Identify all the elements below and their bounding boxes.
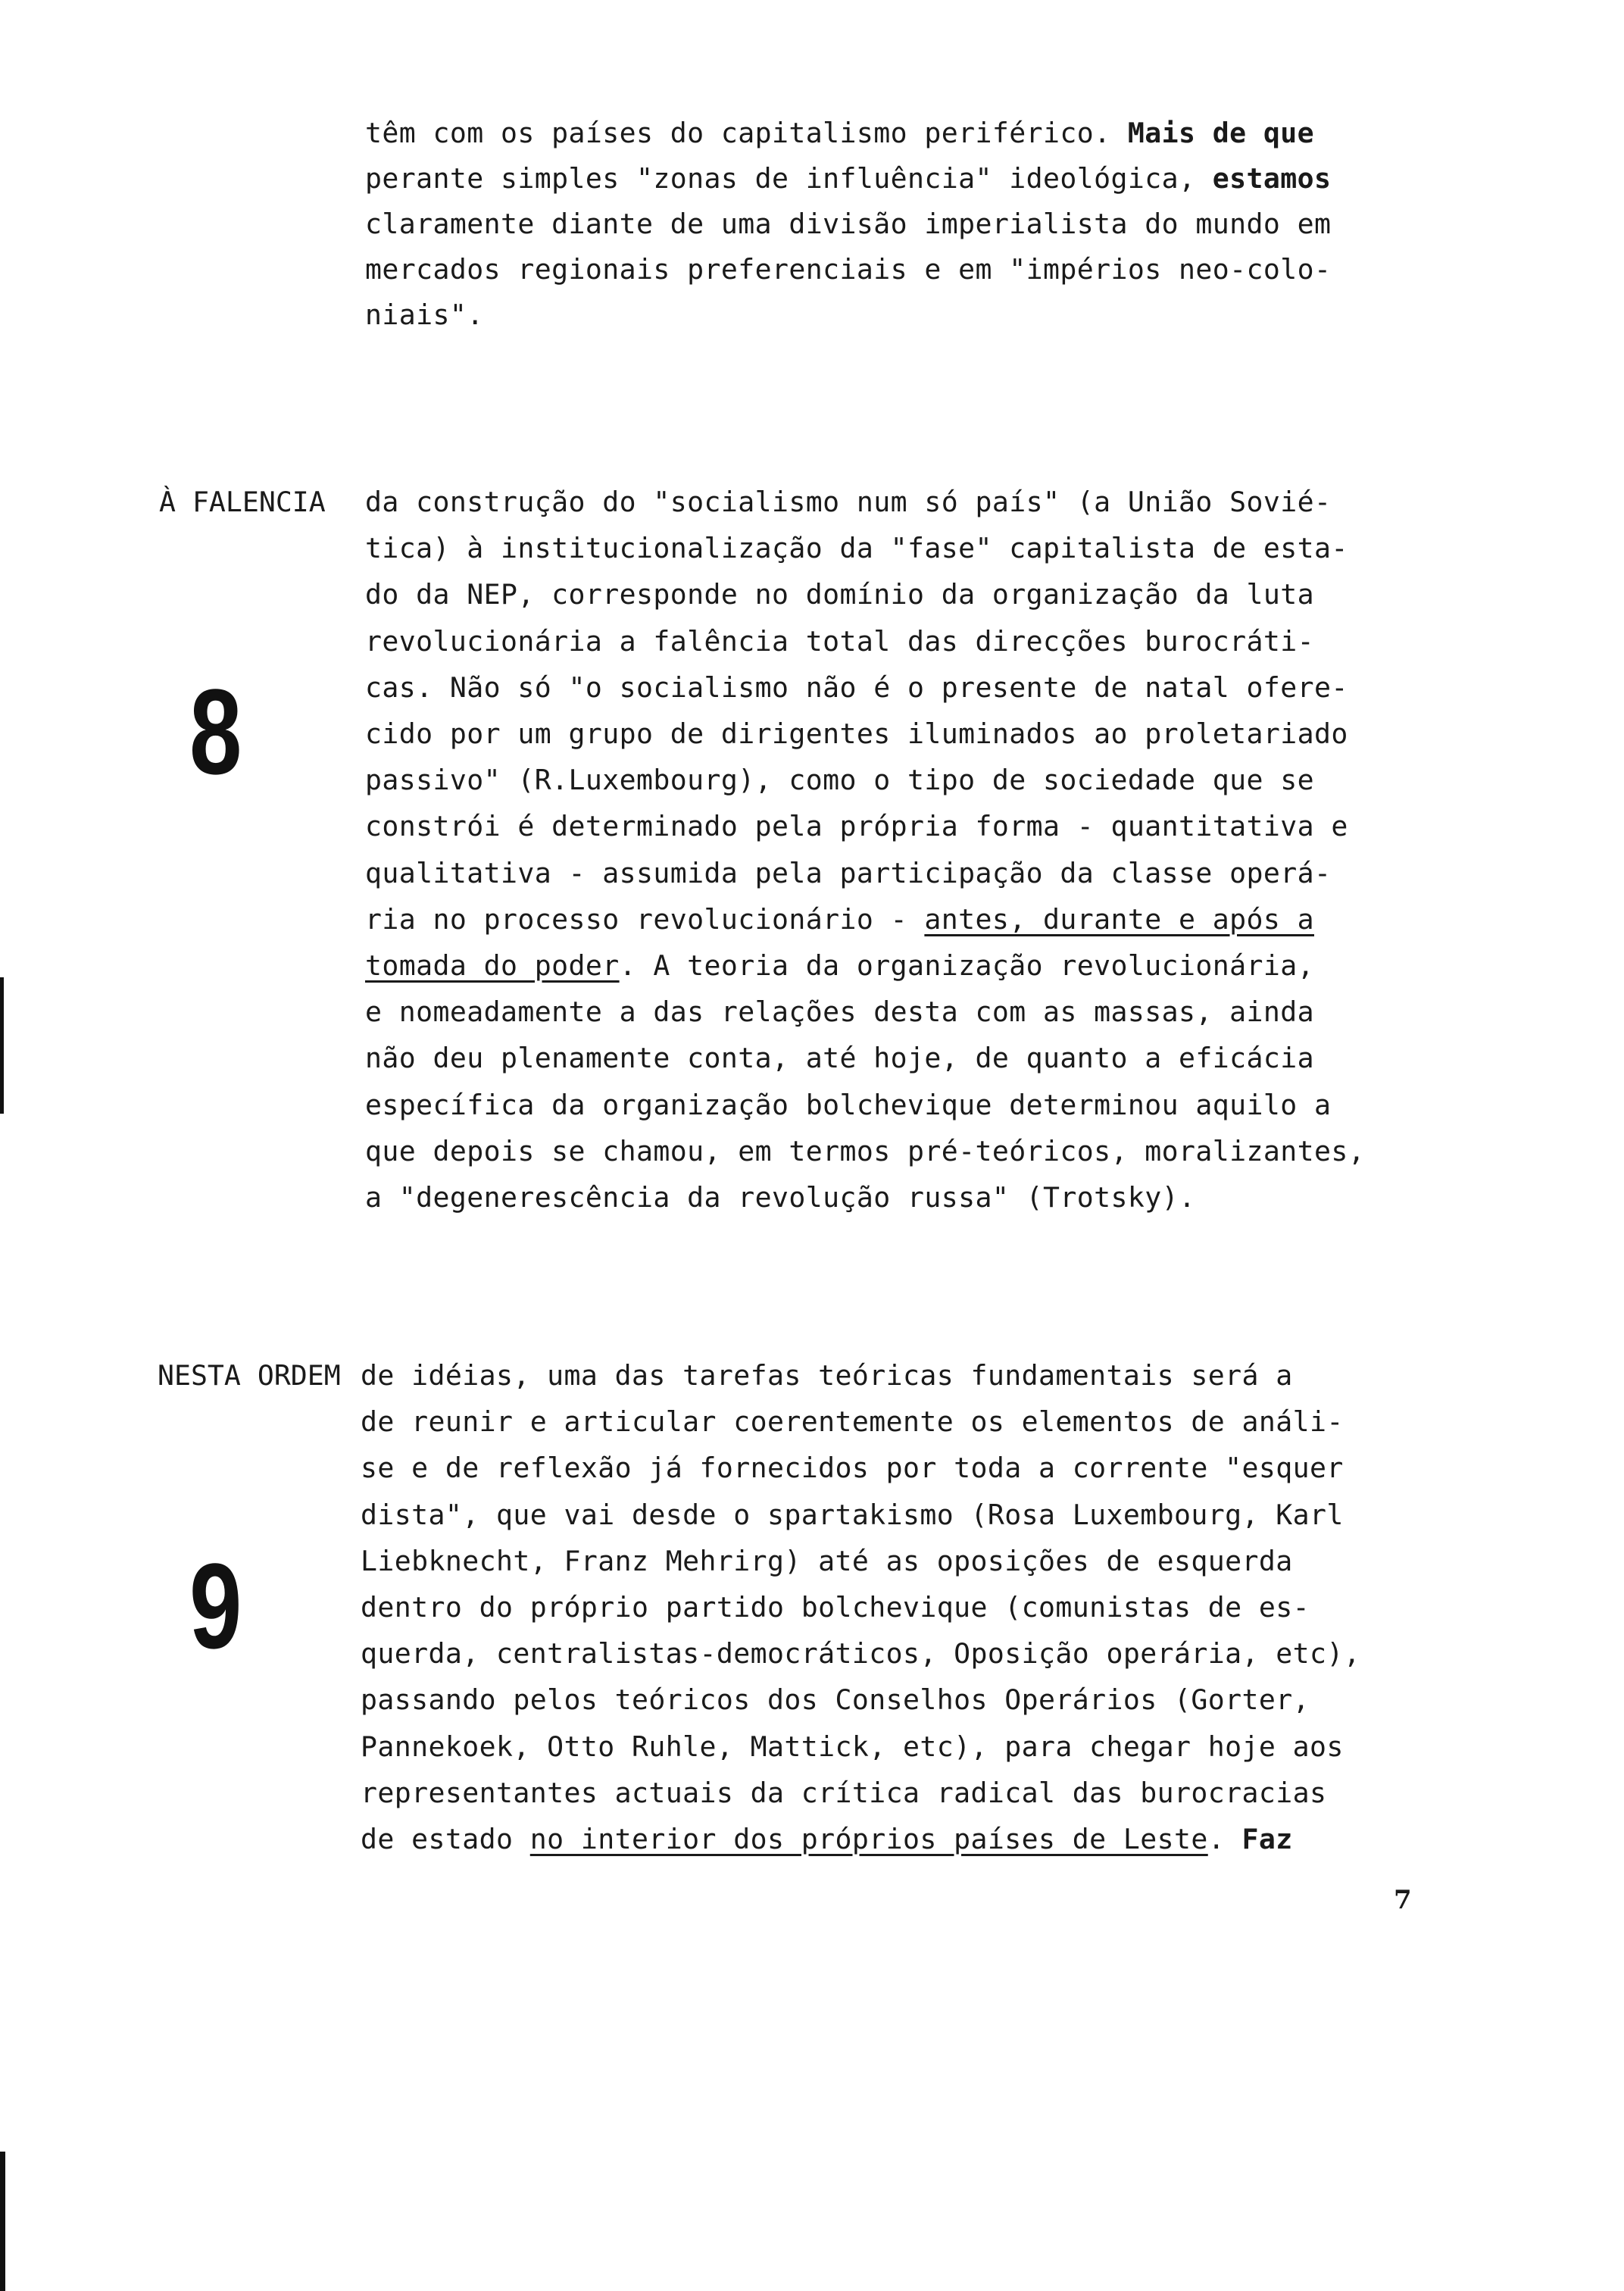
bold-text: Mais de que <box>1127 117 1314 149</box>
section-8-label: À FALENCIA <box>159 486 326 518</box>
text-line <box>365 1083 1331 1128</box>
text-segment: do da NEP, corresponde no domínio da organização da luta <box>365 578 1314 611</box>
text-segment: Liebknecht, Franz Mehrirg) até as oposições de esquerda <box>361 1544 1293 1577</box>
text-line <box>365 665 1348 711</box>
text-line <box>365 156 1331 202</box>
text-line <box>365 1036 1314 1081</box>
text-segment: . <box>1207 1823 1242 1855</box>
text-line <box>365 111 1314 156</box>
text-segment: dentro do próprio partido bolchevique (comunistas de es- <box>361 1591 1310 1624</box>
text-segment: passando pelos teóricos dos Conselhos Operários (Gorter, <box>361 1683 1310 1717</box>
text-segment: que depois se chamou, em termos pré-teóricos, moralizantes, <box>365 1134 1366 1167</box>
text-segment: mercados regionais preferenciais e em "impérios neo-colo- <box>365 253 1332 286</box>
text-segment: perante simples "zonas de influência" ideológica, <box>365 162 1213 195</box>
text-segment: e nomeadamente a das relações desta com as massas, ainda <box>365 995 1314 1029</box>
text-segment: querda, centralistas-democráticos, Oposição operária, etc), <box>361 1637 1361 1671</box>
text-segment: niais". <box>365 298 484 331</box>
section-9-label: NESTA ORDEM <box>158 1359 341 1392</box>
text-segment: da construção do "socialismo num só país" (a União Sovié- <box>365 486 1332 518</box>
bold-text: Faz <box>1241 1823 1293 1855</box>
text-segment: revolucionária a falência total das direcções burocráti- <box>365 624 1314 658</box>
text-line <box>365 989 1314 1035</box>
scan-edge-mark <box>0 2152 5 2291</box>
text-segment: de estado <box>361 1823 530 1855</box>
text-segment: cas. Não só "o socialismo não é o presente de natal ofere- <box>365 670 1348 704</box>
text-line <box>365 1129 1365 1174</box>
text-line <box>361 1631 1360 1677</box>
text-line <box>361 1539 1293 1584</box>
text-segment: qualitativa - assumida pela participação da classe operá- <box>365 856 1332 889</box>
text-line <box>361 1353 1293 1399</box>
text-line <box>361 1399 1344 1445</box>
text-line <box>365 711 1348 757</box>
bold-text: estamos <box>1212 162 1332 195</box>
text-line <box>365 758 1314 803</box>
text-line <box>361 1724 1344 1770</box>
section-8-number: 8 <box>189 664 242 799</box>
text-line <box>365 202 1331 247</box>
text-line <box>365 943 1314 989</box>
underlined-text: no interior dos próprios países de Leste <box>529 1823 1208 1855</box>
text-line <box>361 1585 1310 1630</box>
text-segment: dista", que vai desde o spartakismo (Rosa Luxembourg, Karl <box>361 1498 1344 1531</box>
text-segment: têm com os países do capitalismo periférico. <box>365 117 1128 149</box>
text-segment: . A teoria da organização revolucionária, <box>619 949 1314 982</box>
page-number: 7 <box>1394 1885 1412 1915</box>
text-line <box>361 1492 1344 1538</box>
underlined-text: tomada do poder <box>365 949 620 982</box>
text-line <box>365 804 1348 849</box>
text-line <box>361 1817 1293 1862</box>
text-line <box>365 619 1314 664</box>
text-segment: Pannekoek, Otto Ruhle, Mattick, etc), para chegar hoje aos <box>361 1730 1344 1763</box>
text-line <box>361 1677 1310 1723</box>
scan-edge-mark <box>0 977 4 1114</box>
text-line <box>365 572 1314 617</box>
text-segment: se e de reflexão já fornecidos por toda a corrente "esquer <box>361 1452 1344 1485</box>
text-segment: cido por um grupo de dirigentes iluminados ao proletariado <box>365 717 1348 750</box>
underlined-text: antes, durante e após a <box>924 902 1314 936</box>
text-line <box>365 526 1348 571</box>
text-line <box>365 247 1331 292</box>
text-segment: específica da organização bolchevique determinou aquilo a <box>365 1088 1332 1121</box>
text-line <box>361 1446 1344 1491</box>
text-line <box>365 851 1331 896</box>
text-segment: a "degenerescência da revolução russa" (Trotsky). <box>365 1181 1196 1214</box>
text-segment: de idéias, uma das tarefas teóricas fundamentais será a <box>361 1359 1293 1392</box>
text-segment: ria no processo revolucionário - <box>365 902 925 936</box>
text-line <box>361 1771 1326 1816</box>
text-segment: constrói é determinado pela própria forma - quantitativa e <box>365 810 1348 843</box>
section-9-number: 9 <box>189 1538 242 1674</box>
text-line <box>365 292 484 338</box>
text-segment: passivo" (R.Luxembourg), como o tipo de sociedade que se <box>365 764 1314 797</box>
text-line <box>365 897 1314 942</box>
text-segment: não deu plenamente conta, até hoje, de quanto a eficácia <box>365 1042 1314 1075</box>
text-segment: de reunir e articular coerentemente os elementos de análi- <box>361 1405 1344 1439</box>
text-segment: claramente diante de uma divisão imperialista do mundo em <box>365 208 1332 240</box>
text-line <box>365 480 1331 525</box>
text-segment: representantes actuais da crítica radical das burocracias <box>361 1776 1327 1809</box>
text-line <box>365 1175 1195 1221</box>
text-segment: tica) à institucionalização da "fase" capitalista de esta- <box>365 532 1348 565</box>
